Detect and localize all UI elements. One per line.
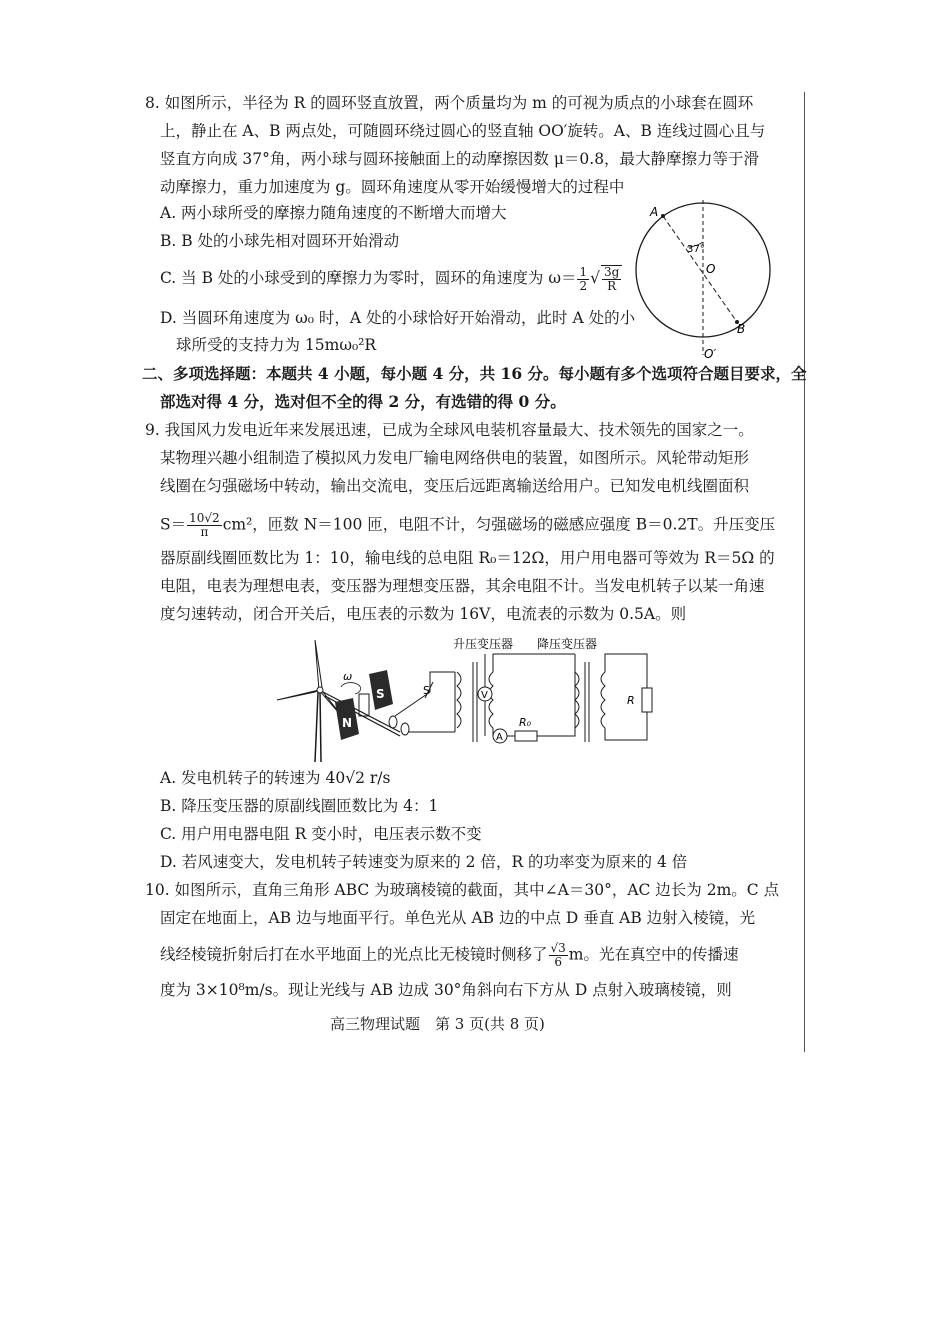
- turbine-hub: [317, 687, 323, 693]
- rotation-arrow: [341, 683, 361, 694]
- q8-option-d-line-2: 球所受的支持力为 15mω₀²R: [176, 336, 377, 354]
- q10-line-3-post: m。光在真空中的传播速: [568, 945, 739, 964]
- q10-line-1: 10. 如图所示，直角三角形 ABC 为玻璃棱镜的截面，其中∠A＝30°，AC 边长为 2m。C 点: [145, 881, 780, 899]
- user-line-top: [605, 654, 647, 688]
- q8-option-c-sqrt-fraction: [601, 265, 622, 293]
- q8-line-2: 上，静止在 A、B 两点处，可随圆环绕过圆心的竖直轴 OO′旋转。A、B 连线过圆心且与: [160, 122, 766, 140]
- label-b: B: [737, 322, 746, 336]
- turbine-blade-1: [315, 640, 322, 690]
- label-step-up: 升压变压器: [453, 637, 514, 651]
- step-down-secondary-coil: [601, 672, 605, 728]
- ball-a: [661, 214, 665, 218]
- line-top: [493, 654, 575, 672]
- label-ammeter: A: [496, 732, 503, 743]
- fraction-denominator: π: [200, 525, 209, 539]
- step-up-secondary-coil: [489, 672, 493, 728]
- q8-option-b: B. B 处的小球先相对圆环开始滑动: [160, 232, 400, 250]
- label-n-magnet: N: [342, 716, 353, 730]
- q10-shift-fraction: [549, 942, 568, 969]
- q9-line-3: 线圈在匀强磁场中转动，输出交流电，变压后远距离输送给用户。已知发电机线圈面积: [160, 477, 750, 495]
- q9-line-7: 度匀速转动，闭合开关后，电压表的示数为 16V，电流表的示数为 0.5A。则: [160, 605, 687, 623]
- resistor-r0: [515, 731, 537, 741]
- margin-line: [804, 92, 805, 1052]
- label-step-down: 降压变压器: [537, 637, 598, 651]
- turbine-tower-edge: [320, 692, 321, 762]
- label-voltmeter: V: [481, 690, 488, 701]
- label-switch: S: [423, 684, 430, 697]
- step-down-primary-coil: [575, 672, 579, 728]
- q10-line-4: 度为 3×10⁸m/s。现让光线与 AB 边成 30°角斜向右下方从 D 点射入玻璃棱镜，则: [160, 981, 732, 999]
- q9-line-4-rest: cm²，匝数 N＝100 匝，电阻不计，匀强磁场的磁感应强度 B＝0.2T。升压变压: [222, 515, 776, 534]
- label-a: A: [650, 205, 659, 219]
- turbine-blade-2: [277, 690, 319, 700]
- fraction-numerator: √3: [550, 941, 566, 955]
- ab-line: [663, 216, 737, 322]
- section-2-line-1: 二、多项选择题：本题共 4 小题，每小题 4 分，共 16 分。每小题有多个选项符合题目要求，全: [142, 364, 807, 383]
- section-2-line-2: 部选对得 4 分，选对但不全的得 2 分，有选错的得 0 分。: [160, 392, 566, 411]
- fraction-denominator: 2: [579, 278, 588, 293]
- q8-line-1: 8. 如图所示，半径为 R 的圆环竖直放置，两个质量均为 m 的可视为质点的小球套在圆环: [145, 94, 754, 112]
- label-omega: ω: [343, 670, 353, 683]
- fraction-denominator: 6: [554, 955, 562, 969]
- q9-line-6: 电阻，电表为理想电表，变压器为理想变压器，其余电阻不计。当发电机转子以某一角速: [160, 577, 765, 595]
- q10-line-3-pre: 线经棱镜折射后打在水平地面上的光点比无棱镜时侧移了: [160, 945, 548, 964]
- q9-line-5: 器原副线圈匝数比为 1：10，输电线的总电阻 R₀＝12Ω，用户用电器可等效为 R＝5Ω 的: [160, 549, 775, 567]
- slip-ring-2: [401, 723, 409, 735]
- label-angle: 37°: [687, 244, 705, 255]
- sqrt-numerator: 3g: [604, 265, 620, 279]
- sqrt-denominator: R: [607, 279, 617, 293]
- label-s-magnet: S: [376, 687, 385, 701]
- q9-circuit-figure: [275, 632, 655, 767]
- q9-line-4: [160, 512, 775, 539]
- label-r: R: [627, 694, 635, 707]
- q8-line-4: 动摩擦力，重力加速度为 g。圆环角速度从零开始缓慢增大的过程中: [160, 178, 625, 196]
- label-o: O: [706, 262, 716, 276]
- q8-option-c-text: C. 当 B 处的小球受到的摩擦力为零时，圆环的角速度为 ω＝: [160, 269, 577, 287]
- q8-ring-figure: [630, 200, 790, 365]
- q8-option-d-line-1: D. 当圆环角速度为 ω₀ 时，A 处的小球恰好开始滑动，此时 A 处的小: [160, 309, 636, 327]
- q9-area-fraction: [187, 512, 222, 539]
- sqrt-sign: √: [590, 269, 601, 287]
- q9-option-b: B. 降压变压器的原副线圈匝数比为 4：1: [160, 797, 439, 815]
- q8-option-c-fraction: [577, 266, 589, 293]
- slip-ring-1: [389, 716, 397, 728]
- q8-option-a: A. 两小球所受的摩擦力随角速度的不断增大而增大: [160, 204, 507, 222]
- q9-line-1: 9. 我国风力发电近年来发展迅速，已成为全球风电装机容量最大、技术领先的国家之一。: [145, 421, 754, 439]
- fraction-numerator: 10√2: [189, 511, 220, 525]
- q10-line-3: [160, 942, 739, 969]
- user-line-bottom: [605, 712, 647, 740]
- q8-option-c: [160, 265, 623, 293]
- turbine-tower: [315, 692, 318, 762]
- label-o-prime: O′: [704, 347, 717, 361]
- label-r0: R₀: [519, 716, 532, 729]
- q10-line-2: 固定在地面上，AB 边与地面平行。单色光从 AB 边的中点 D 垂直 AB 边射入棱镜，光: [160, 909, 756, 927]
- line-return: [537, 654, 575, 736]
- resistor-r: [642, 688, 652, 712]
- step-up-primary-coil: [457, 672, 461, 728]
- q9-option-d: D. 若风速变大，发电机转子转速变为原来的 2 倍，R 的功率变为原来的 4 倍: [160, 853, 688, 871]
- page-footer: 高三物理试题 第 3 页(共 8 页): [330, 1015, 545, 1033]
- q8-line-3: 竖直方向成 37°角，两小球与圆环接触面上的动摩擦因数 μ＝0.8，最大静摩擦力等于滑: [160, 150, 760, 168]
- q9-line-4-s: S＝: [160, 515, 187, 534]
- fraction-numerator: 1: [579, 264, 588, 279]
- q9-option-c: C. 用户用电器电阻 R 变小时，电压表示数不变: [160, 825, 482, 843]
- q9-line-2: 某物理兴趣小组制造了模拟风力发电厂输电网络供电的装置，如图所示。风轮带动矩形: [160, 449, 750, 467]
- q9-option-a: A. 发电机转子的转速为 40√2 r/s: [160, 769, 391, 787]
